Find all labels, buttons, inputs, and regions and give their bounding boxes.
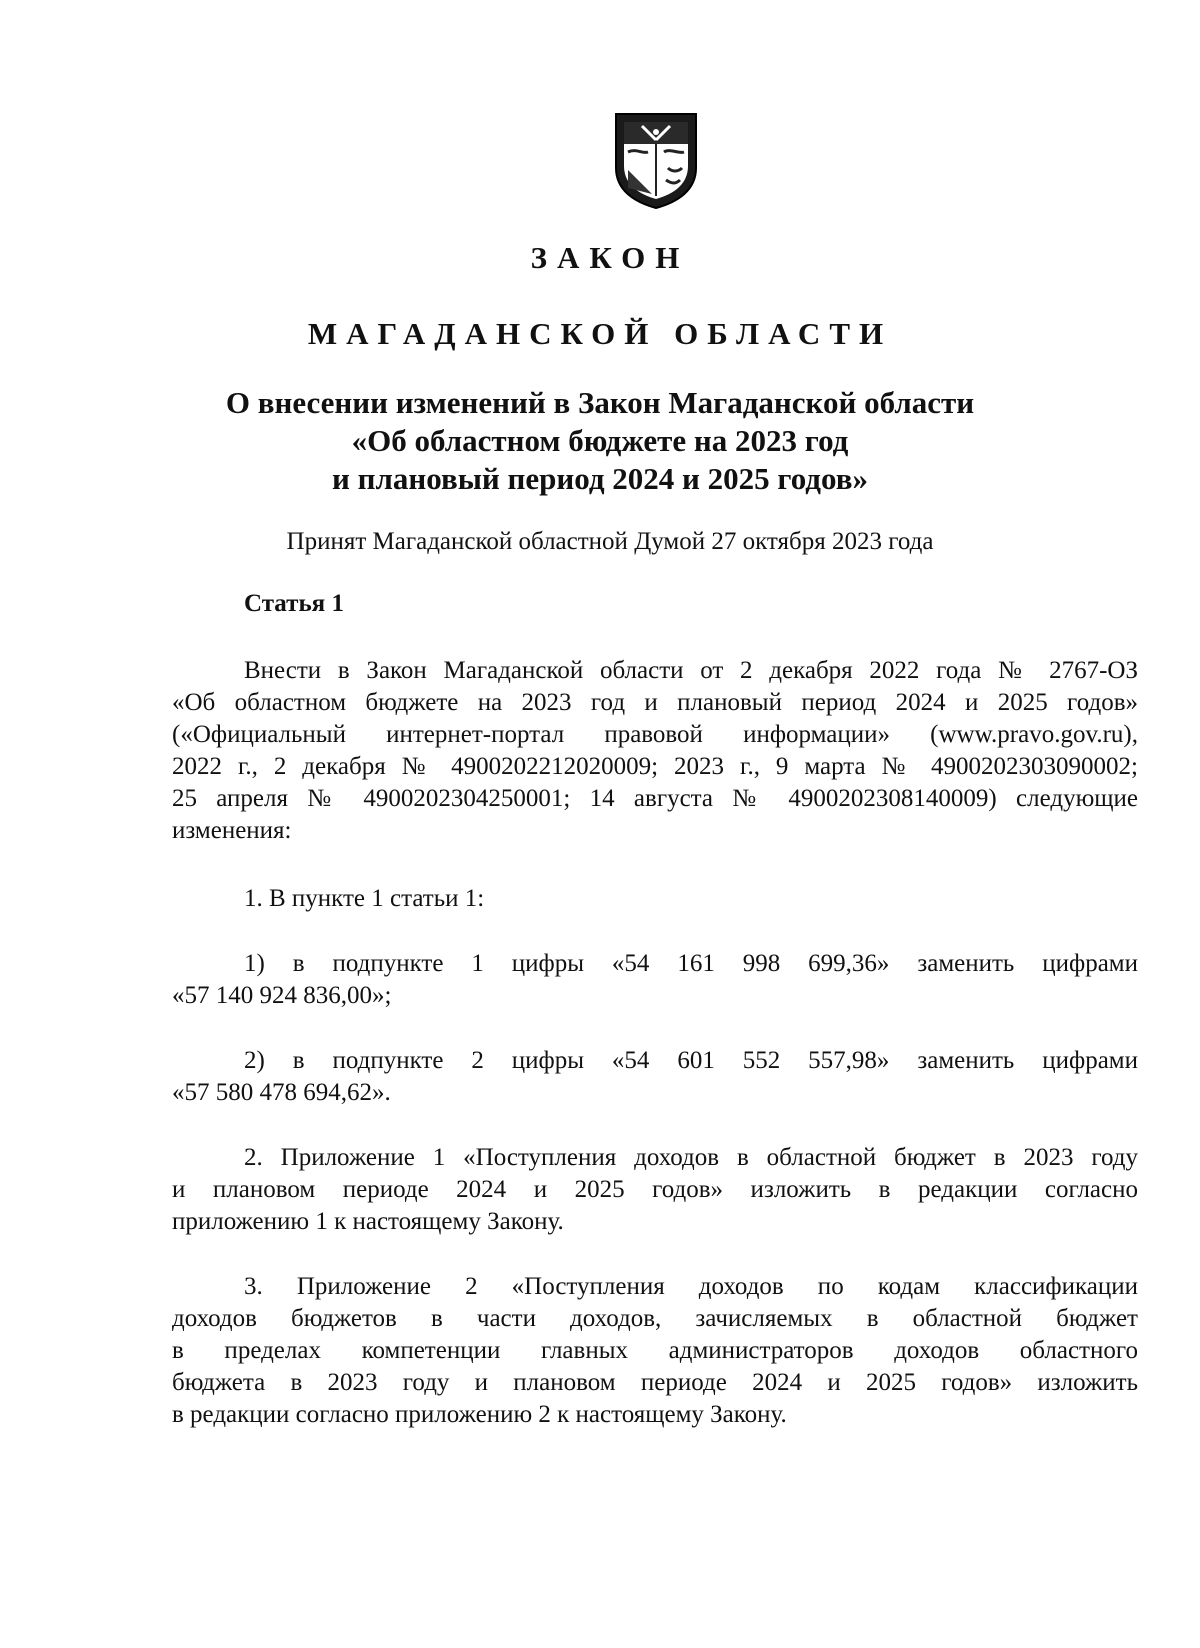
paragraph-line: 3. Приложение 2 «Поступления доходов по кодам классификации xyxy=(244,1273,1138,1300)
paragraph-line: 25 апреля № 4900202304250001; 14 августа № 4900202308140009) следующие xyxy=(172,785,1138,812)
paragraph-line: изменения: xyxy=(172,817,292,844)
coat-of-arms-emblem-icon xyxy=(612,110,700,210)
paragraph-line: 1) в подпункте 1 цифры «54 161 998 699,36» заменить цифрами xyxy=(244,950,1138,977)
item-2-paragraph xyxy=(172,1142,1138,1238)
subject-line: О внесении изменений в Закон Магаданской области xyxy=(225,385,975,420)
paragraph-line: бюджета в 2023 году и плановом периоде 2024 и 2025 годов» изложить xyxy=(172,1369,1138,1396)
paragraph-line: «57 140 924 836,00»; xyxy=(172,982,392,1009)
paragraph-line: «Об областном бюджете на 2023 год и плановый период 2024 и 2025 годов» xyxy=(172,689,1138,716)
paragraph-line: Внести в Закон Магаданской области от 2 декабря 2022 года № 2767-ОЗ xyxy=(244,657,1138,684)
subject-line: и плановый период 2024 и 2025 годов» xyxy=(332,461,868,496)
document-subject xyxy=(0,384,1200,498)
paragraph-line: («Официальный интернет-портал правовой информации» (www.pravo.gov.ru), xyxy=(172,721,1138,748)
paragraph-line: 2022 г., 2 декабря № 4900202212020009; 2023 г., 9 марта № 4900202303090002; xyxy=(172,753,1138,780)
paragraph-line: 1. В пункте 1 статьи 1: xyxy=(244,885,485,912)
subitem-2-paragraph xyxy=(172,1045,1138,1109)
article-heading: Статья 1 xyxy=(244,590,344,617)
paragraph-line: доходов бюджетов в части доходов, зачисляемых в областной бюджет xyxy=(172,1305,1138,1332)
article-intro-paragraph xyxy=(172,655,1138,847)
paragraph-line: в редакции согласно приложению 2 к настоящему Закону. xyxy=(172,1401,787,1428)
adoption-note: Принят Магаданской областной Думой 27 октября 2023 года xyxy=(286,528,934,555)
paragraph-line: в пределах компетенции главных администраторов доходов областного xyxy=(172,1337,1138,1364)
subject-line: «Об областном бюджете на 2023 год xyxy=(351,423,849,458)
item-1-paragraph xyxy=(172,883,1138,915)
paragraph-line: и плановом периоде 2024 и 2025 годов» изложить в редакции согласно xyxy=(172,1176,1138,1203)
law-title: ЗАКОН xyxy=(530,240,690,275)
item-3-paragraph xyxy=(172,1271,1138,1431)
subitem-1-paragraph xyxy=(172,948,1138,1012)
paragraph-line: «57 580 478 694,62». xyxy=(172,1079,391,1106)
region-title: МАГАДАНСКОЙ ОБЛАСТИ xyxy=(307,316,893,351)
paragraph-line: 2. Приложение 1 «Поступления доходов в областной бюджет в 2023 году xyxy=(244,1144,1138,1171)
paragraph-line: приложению 1 к настоящему Закону. xyxy=(172,1208,564,1235)
paragraph-line: 2) в подпункте 2 цифры «54 601 552 557,98» заменить цифрами xyxy=(244,1047,1138,1074)
